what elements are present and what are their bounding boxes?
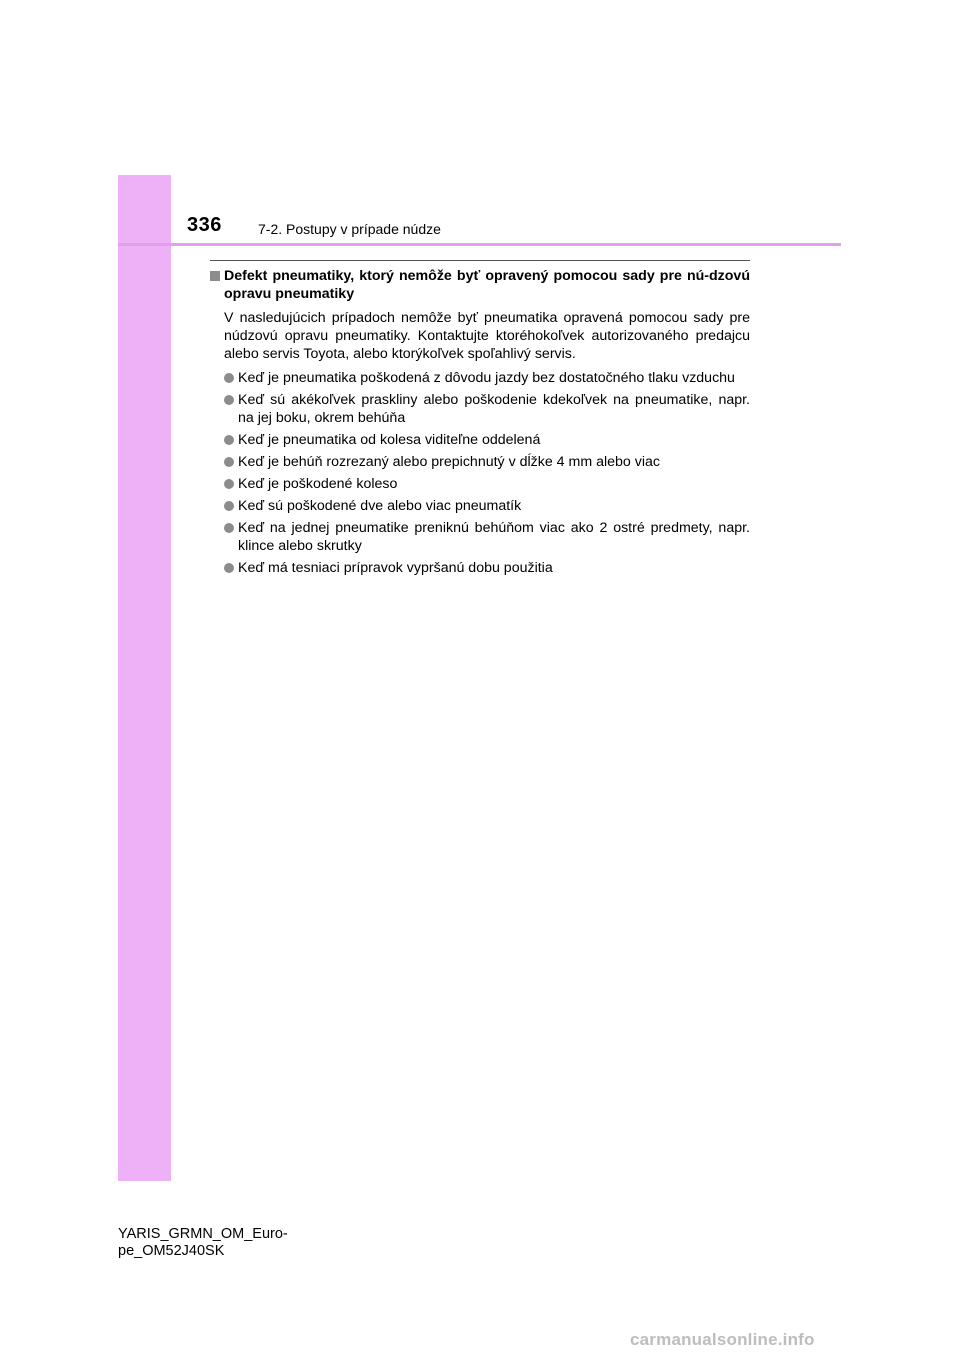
- dot-icon: [224, 435, 234, 445]
- list-item: Keď sú poškodené dve alebo viac pneumatík: [210, 497, 750, 515]
- header-rule: [118, 243, 841, 246]
- dot-icon: [224, 479, 234, 489]
- list-item: Keď je poškodené koleso: [210, 475, 750, 493]
- section-title: 7-2. Postupy v prípade núdze: [258, 221, 441, 237]
- dot-icon: [224, 523, 234, 533]
- dot-icon: [224, 373, 234, 383]
- content-divider: [210, 260, 750, 261]
- bullet-list: [210, 369, 750, 577]
- list-item: Keď má tesniaci prípravok vypršanú dobu použitia: [210, 559, 750, 577]
- watermark: carmanualsonline.info: [630, 1330, 815, 1349]
- header-band: [118, 175, 841, 245]
- footer-line-2: pe_OM52J40SK: [118, 1243, 225, 1259]
- subsection-heading: [210, 267, 750, 303]
- list-item: Keď sú akékoľvek praskliny alebo poškodenie kdekoľvek na pneumatike, napr. na jej boku, okrem behúňa: [210, 391, 750, 427]
- dot-icon: [224, 563, 234, 573]
- dot-icon: [224, 457, 234, 467]
- heading-text: Defekt pneumatiky, ktorý nemôže byť opravený pomocou sady pre nú-dzovú opravu pneumatiky: [224, 268, 750, 302]
- list-item: Keď je pneumatika poškodená z dôvodu jazdy bez dostatočného tlaku vzduchu: [210, 369, 750, 387]
- side-color-band: [118, 175, 171, 1181]
- page-number: 336: [187, 214, 222, 236]
- square-icon: [210, 271, 220, 281]
- intro-paragraph: V nasledujúcich prípadoch nemôže byť pneumatika opravená pomocou sady pre núdzovú opravu pneumatiky. Kontaktujte ktoréhokoľvek autorizovaného predajcu alebo servis Toyota, alebo ktorýkoľvek spoľahlivý servis.: [224, 310, 750, 362]
- list-item: Keď je pneumatika od kolesa viditeľne oddelená: [210, 431, 750, 449]
- header-pink-tab: [118, 175, 171, 245]
- document-footer: [118, 1226, 288, 1260]
- footer-line-1: YARIS_GRMN_OM_Euro-: [118, 1226, 288, 1242]
- dot-icon: [224, 395, 234, 405]
- list-item: Keď na jednej pneumatike preniknú behúňom viac ako 2 ostré predmety, napr. klince alebo skrutky: [210, 519, 750, 555]
- content-body: [210, 267, 750, 581]
- dot-icon: [224, 501, 234, 511]
- list-item: Keď je behúň rozrezaný alebo prepichnutý v dĺžke 4 mm alebo viac: [210, 453, 750, 471]
